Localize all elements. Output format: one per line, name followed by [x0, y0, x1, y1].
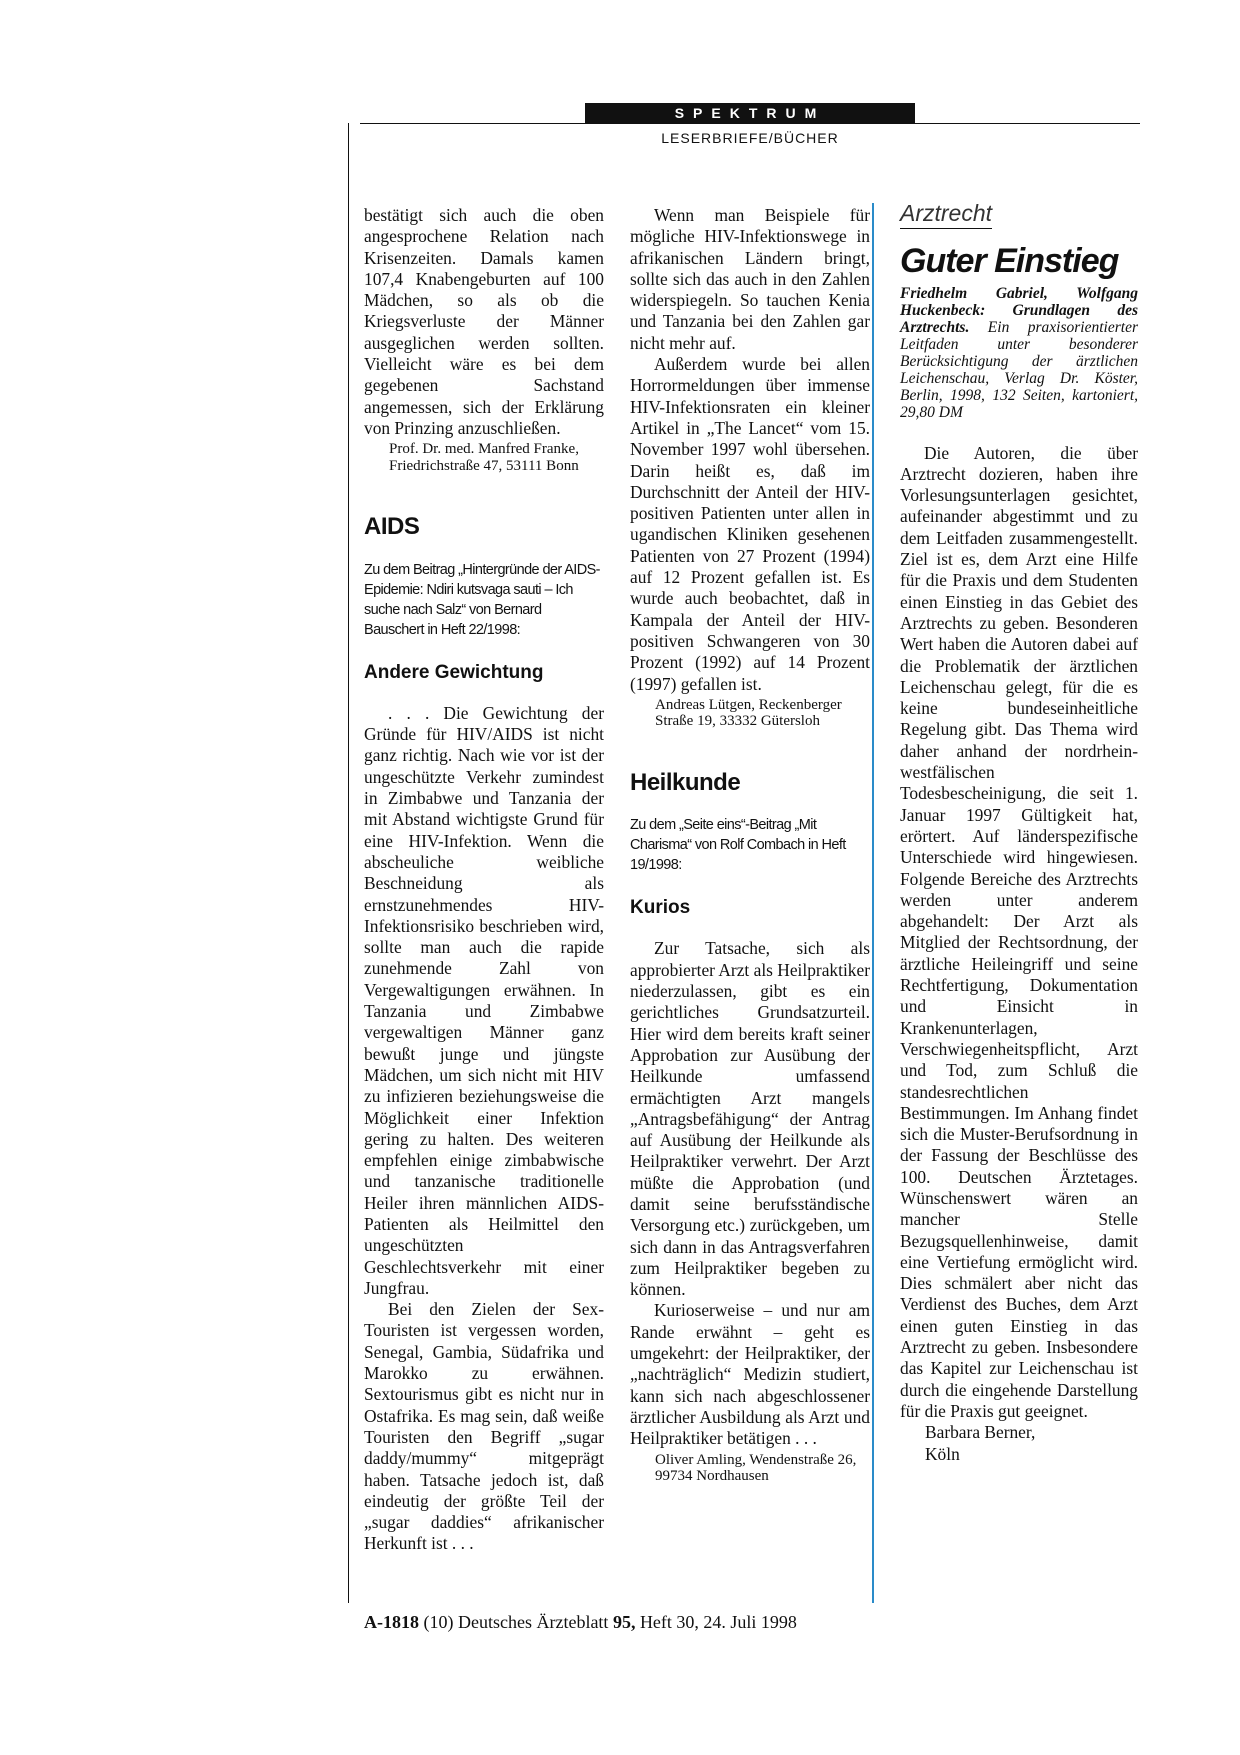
book-reference [900, 285, 1138, 421]
review-title: Guter Einstieg [900, 242, 1119, 281]
column-1 [364, 205, 604, 1555]
reviewer-city: Köln [925, 1443, 960, 1464]
journal-issue: Heft 30, 24. Juli 1998 [639, 1612, 797, 1632]
header-rule [360, 123, 1140, 124]
letter-title: Andere Gewichtung [364, 661, 544, 683]
letter-paragraph: Wenn man Beispiele für mögliche HIV-Infektionswege in afrikanischen Ländern bringt, sollte sich das auch in den Zahlen widerspiegeln. So tauchen Kenia und Tanzania bei den Zahlen gar nicht mehr auf. [630, 205, 870, 353]
page-number: A-1818 [364, 1612, 419, 1632]
column-2 [630, 205, 870, 1485]
book-details: Ein praxisorientierter Leitfaden unter besonderer Berücksichtigung der ärztlichen Leichenschau, Verlag Dr. Köster, Berlin, 1998, 132 Seiten, kartoniert, 29,80 DM [900, 318, 1138, 421]
rubric-label: Arztrecht [900, 203, 992, 229]
book-authors: Friedhelm Gabriel, Wolfgang Huckenbeck: Grundlagen des Arztrechts. [900, 284, 1138, 336]
letter-continuation: bestätigt sich auch die oben angesprochene Relation nach Krisenzeiten. Damals kamen 107,4 Knabengeburten auf 100 Mädchen, so als ob die Kriegsverluste der Männer ausgeglichen werden sollten. Vielleicht wäre es bei dem gegebenen Sachstand angemessen, sich der Erklärung von Prinzing anzuschließen. [364, 205, 604, 438]
journal-name: (10) Deutsches Ärzteblatt [423, 1612, 609, 1632]
column-3 [900, 200, 1138, 1465]
letter-paragraph: . . . Die Gewichtung der Gründe für HIV/AIDS ist nicht ganz richtig. Nach wie vor ist der ungeschützte Verkehr zumindest in Zimbabwe und Tanzania der mit Abstand wichtigste Grund für eine HIV-Infektion. Wenn die abscheuliche weibliche Beschneidung als ernstzunehmendes HIV-Infektionsrisiko beschrieben wird, sollte man auch die rapide zunehmende Zahl von Vergewaltigungen erwähnen. In Tanzania und Zimbabwe vergewaltigen Männer ganz bewußt junge und jüngste Mädchen, um sich nicht mit HIV zu infizieren beziehungsweise die Möglichkeit einer Infektion gering zu halten. Des weiteren empfehlen einige zimbabwische und tanzanische traditionelle Heiler ihren männlichen AIDS-Patienten als Heilmittel den ungeschützten Geschlechtsverkehr mit einer Jungfrau. [364, 702, 604, 1298]
column-rule-blue [872, 203, 874, 1603]
review-body: Die Autoren, die über Arztrecht dozieren, haben ihre Vorlesungsunterlagen gesichtet, aufeinander abgestimmt und zu dem Leitfaden zusammengestellt. Ziel ist es, dem Arzt eine Hilfe für die Praxis und dem Studenten einen Einstieg in das Gebiet des Arztrechts zu geben. Besonderen Wert haben die Autoren dabei auf die Problematik der ärztlichen Leichenschau gelegt, für die es keine bundeseinheitliche Regelung gibt. Das Thema wird daher anhand der nordrhein-westfälischen Todesbescheinigung, die seit 1. Januar 1997 Gültigkeit hat, erörtert. Auf länderspezifische Unterschiede wird hingewiesen. Folgende Bereiche des Arztrechts werden unter anderem abgehandelt: Der Arzt als Mitglied der Rechtsordnung, der ärztliche Heileingriff und seine Rechtfertigung, Dokumentation und Einsicht in Krankenunterlagen, Verschwiegenheitspflicht, Arzt und Tod, zum Schluß die standesrechtlichen Bestimmungen. Im Anhang findet sich die Muster-Berufsordnung in der Fassung der Beschlüsse des 100. Deutschen Ärztetages. Wünschenswert wären an mancher Stelle Bezugsquellenhinweise, damit eine Vertiefung ermöglicht wird. Dies schmälert aber nicht das Verdienst des Buches, dem Arzt einen guten Einstieg in das Arztrecht zu geben. Insbesondere das Kapitel zur Leichenschau ist durch die eingehende Darstellung für die Praxis gut geeignet. [900, 442, 1138, 1421]
letter-title: Kurios [630, 897, 691, 919]
letter-paragraph: Außerdem wurde bei allen Horrormeldungen über immense HIV-Infektionsraten ein kleiner Artikel in „The Lancet“ vom 15. November 1997 wohl übersehen. Darin heißt es, daß im Durchschnitt der Anteil der HIV-positiven Patienten unter allen in ugandischen Kliniken gesehenen Patienten von 27 Prozent (1994) auf 12 Prozent gefallen ist. Es wurde auch beobachtet, daß in Kampala der Anteil der HIV-positiven Schwangeren von 30 Prozent (1992) auf 14 Prozent (1997) gefallen ist. [630, 354, 870, 694]
section-heading-aids: AIDS [364, 513, 420, 541]
letter-signature: Andreas Lütgen, Reckenberger Straße 19, 33332 Gütersloh [655, 696, 842, 730]
section-heading-heilkunde: Heilkunde [630, 768, 741, 796]
letter-paragraph: Kurioserweise – und nur am Rande erwähnt – geht es umgekehrt: der Heilpraktiker, der „nachträglich“ Medizin studiert, kann sich nach abgeschlossener ärztlicher Ausbildung als Arzt und Heilpraktiker betätigen . . . [630, 1300, 870, 1449]
journal-volume: 95, [612, 1612, 636, 1632]
page-footer [364, 1612, 797, 1633]
article-reference: Zu dem Beitrag „Hintergründe der AIDS-Epidemie: Ndiri kutsvaga sauti – Ich suche nach Salz“ von Bernard Bauschert in Heft 22/1998: [364, 561, 600, 638]
reviewer-name: Barbara Berner, [925, 1422, 1036, 1443]
letter-signature: Prof. Dr. med. Manfred Franke, Friedrichstraße 47, 53111 Bonn [389, 441, 579, 474]
article-reference: Zu dem „Seite eins“-Beitrag „Mit Charisma“ von Rolf Combach in Heft 19/1998: [630, 817, 846, 874]
letter-paragraph: Bei den Zielen der Sex-Touristen ist vergessen worden, Senegal, Gambia, Südafrika und Marokko zu erwähnen. Sextourismus gibt es nicht nur in Ostafrika. Es mag sein, daß weiße Touristen den Begriff „sugar daddy/mummy“ mitgeprägt haben. Tatsache jedoch ist, daß eindeutig der größte Teil der „sugar daddies“ afrikanischer Herkunft ist . . . [364, 1299, 604, 1554]
letter-signature: Oliver Amling, Wendenstraße 26, 99734 Nordhausen [655, 1451, 857, 1485]
letter-paragraph: Zur Tatsache, sich als approbierter Arzt als Heilpraktiker niederzulassen, gibt es ein gerichtliches Grundsatzurteil. Hier wird dem bereits kraft seiner Approbation zur Ausübung der Heilkunde umfassend ermächtigten Arzt mangels „Antragsbefähigung“ der Antrag auf Ausübung der Heilkunde als Heilpraktiker verwehrt. Der Arzt müßte die Approbation (und damit seine berufsständische Versorgung etc.) zurückgeben, um sich dann in das Antragsverfahren zum Heilpraktiker begeben zu können. [630, 938, 870, 1300]
section-banner: SPEKTRUM [585, 103, 915, 124]
subsection-label: LESERBRIEFE/BÜCHER [661, 130, 839, 146]
column-rule-left [348, 123, 349, 1603]
